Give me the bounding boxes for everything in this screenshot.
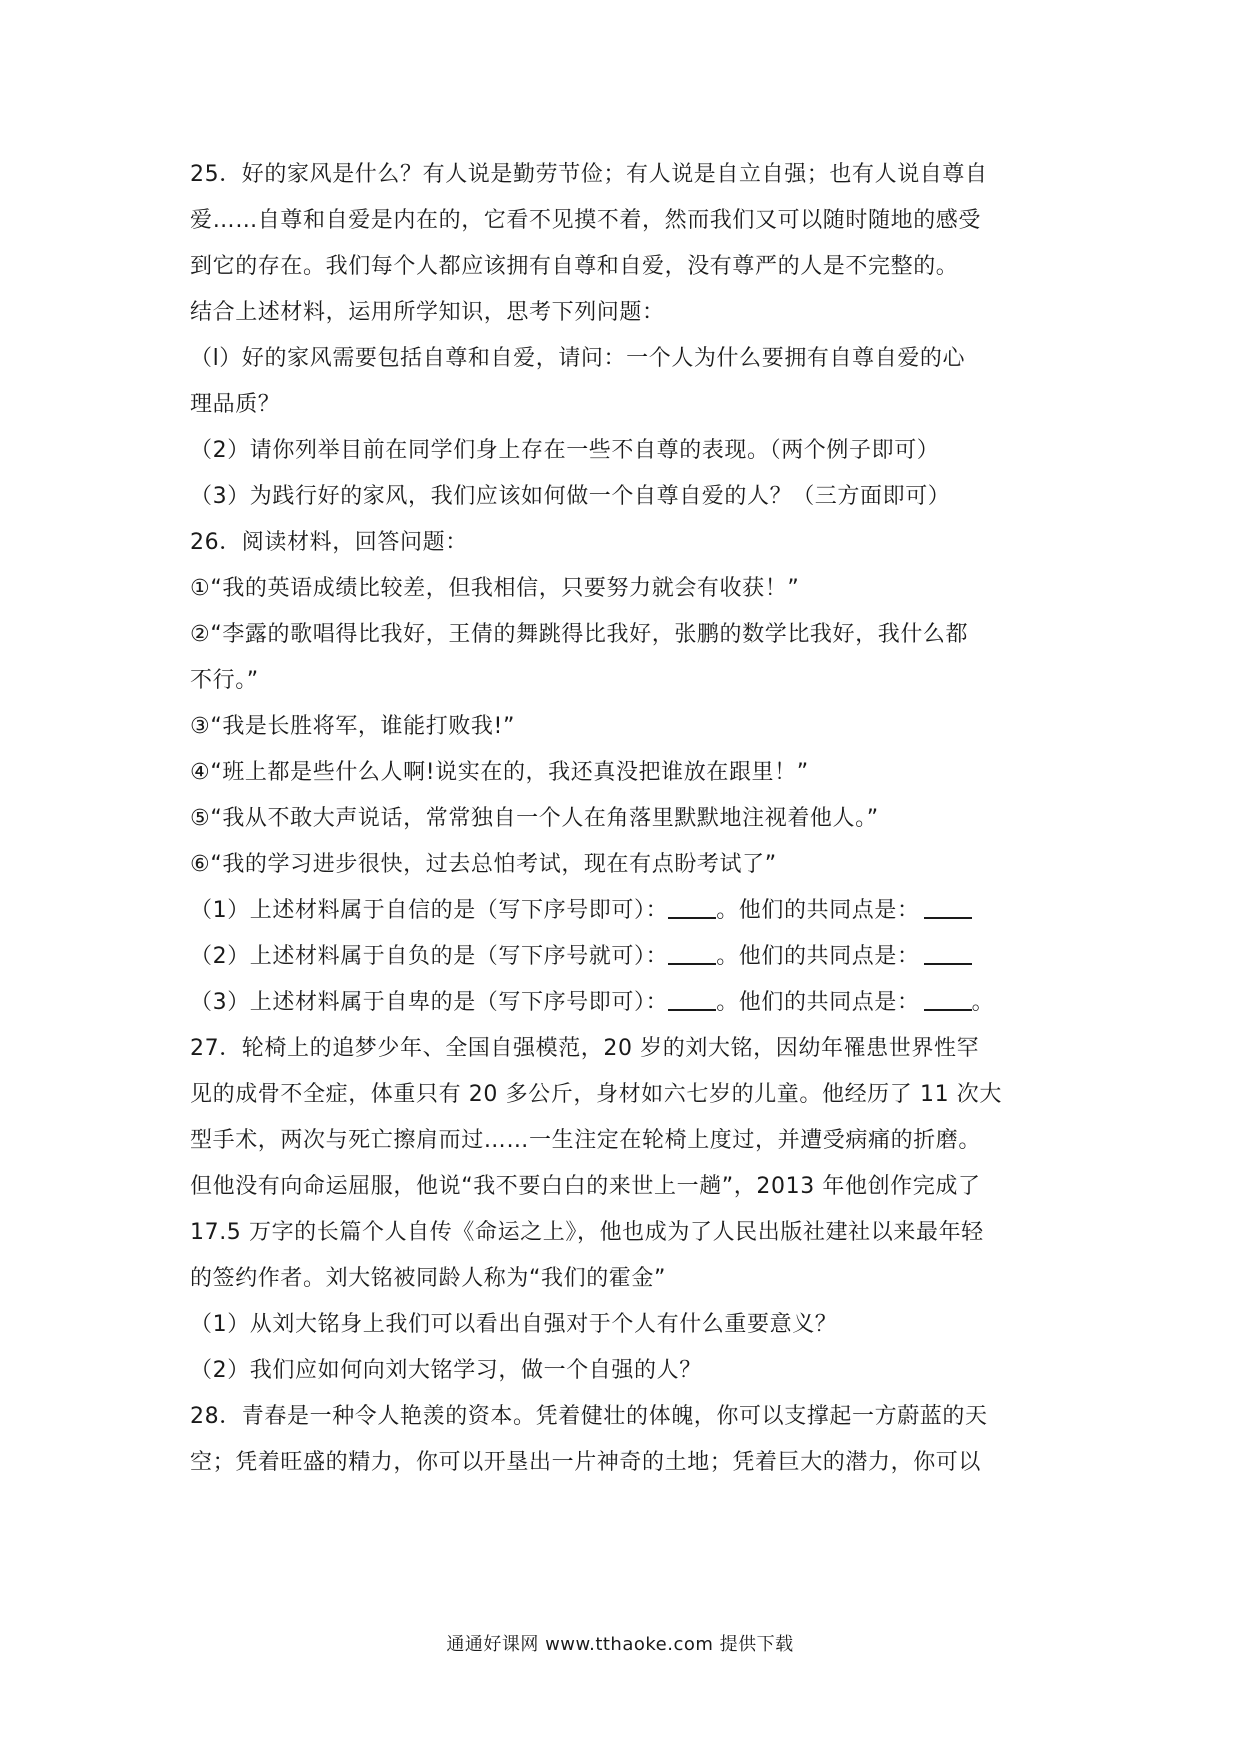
material-item-2: ②“李露的歌唱得比我好，王倩的舞跳得比我好，张鹏的数学比我好，我什么都	[190, 622, 969, 647]
question-25	[190, 152, 1070, 520]
answer-blank[interactable]	[668, 987, 716, 1011]
question-25-line: 爱……自尊和自爱是内在的，它看不见摸不着，然而我们又可以随时随地的感受	[190, 208, 982, 233]
question-25-line: 结合上述材料，运用所学知识，思考下列问题：	[190, 300, 665, 325]
question-28-line: 28．青春是一种令人艳羡的资本。凭着健壮的体魄，你可以支撑起一方蔚蓝的天	[190, 1404, 988, 1429]
document-body	[190, 152, 1070, 1486]
question-25-sub-1-cont: 理品质？	[190, 392, 281, 417]
question-25-sub-1: （l）好的家风需要包括自尊和自爱，请问：一个人为什么要拥有自尊自爱的心	[190, 346, 966, 371]
question-26-sub-3	[190, 980, 1070, 1026]
question-27-line: 17.5 万字的长篇个人自传《命运之上》，他也成为了人民出版社建社以来最年轻	[190, 1220, 984, 1245]
question-26-line: 26．阅读材料，回答问题：	[190, 530, 468, 555]
sub-question-text: （2）上述材料属于自负的是（写下序号就可）：	[190, 944, 669, 969]
question-27-line: 但他没有向命运屈服，他说“我不要白白的来世上一趟”，2013 年他创作完成了	[190, 1174, 981, 1199]
material-item-2-cont: 不行。”	[190, 668, 259, 693]
material-item-1: ①“我的英语成绩比较差，但我相信，只要努力就会有收获！”	[190, 576, 800, 601]
question-28	[190, 1394, 1070, 1486]
question-27-line: 型手术，两次与死亡擦肩而过……一生注定在轮椅上度过，并遭受病痛的折磨。	[190, 1128, 982, 1153]
answer-blank[interactable]	[668, 895, 716, 919]
answer-blank[interactable]	[924, 895, 972, 919]
material-item-6: ⑥“我的学习进步很快，过去总怕考试，现在有点盼考试了”	[190, 852, 777, 877]
question-25-line: 到它的存在。我们每个人都应该拥有自尊和自爱，没有尊严的人是不完整的。	[190, 254, 959, 279]
question-27-line: 27．轮椅上的追梦少年、全国自强模范，20 岁的刘大铭，因幼年罹患世界性罕	[190, 1036, 980, 1061]
sub-question-text: （1）上述材料属于自信的是（写下序号即可）：	[190, 898, 669, 923]
sub-question-text: 。他们的共同点是：	[716, 898, 920, 923]
question-27-line: 见的成骨不全症，体重只有 20 多公斤，身材如六七岁的儿童。他经历了 11 次大	[190, 1082, 1002, 1107]
sub-question-text: （3）上述材料属于自卑的是（写下序号即可）：	[190, 990, 669, 1015]
question-25-line: 25．好的家风是什么？有人说是勤劳节俭；有人说是自立自强；也有人说自尊自	[190, 162, 988, 187]
question-27-sub-1: （1）从刘大铭身上我们可以看出自强对于个人有什么重要意义？	[190, 1312, 838, 1337]
page-footer: 通通好课网 www.tthaoke.com 提供下载	[446, 1634, 794, 1655]
sub-question-text: 。他们的共同点是：	[716, 944, 920, 969]
question-28-line: 空；凭着旺盛的精力，你可以开垦出一片神奇的土地；凭着巨大的潜力，你可以	[190, 1450, 982, 1475]
question-27	[190, 1026, 1070, 1394]
material-item-4: ④“班上都是些什么人啊!说实在的，我还真没把谁放在跟里！”	[190, 760, 809, 785]
question-27-sub-2: （2）我们应如何向刘大铭学习，做一个自强的人？	[190, 1358, 702, 1383]
question-26	[190, 520, 1070, 1026]
answer-blank[interactable]	[924, 987, 972, 1011]
answer-blank[interactable]	[924, 941, 972, 965]
question-25-sub-2: （2）请你列举目前在同学们身上存在一些不自尊的表现。（两个例子即可）	[190, 438, 940, 463]
sub-question-end: 。	[971, 990, 995, 1015]
question-25-sub-3: （3）为践行好的家风，我们应该如何做一个自尊自爱的人？（三方面即可）	[190, 484, 951, 509]
question-26-sub-2	[190, 934, 1070, 980]
material-item-5: ⑤“我从不敢大声说话，常常独自一个人在角落里默默地注视着他人。”	[190, 806, 879, 831]
material-item-3: ③“我是长胜将军，谁能打败我!”	[190, 714, 515, 739]
question-27-line: 的签约作者。刘大铭被同龄人称为“我们的霍金”	[190, 1266, 666, 1291]
question-26-sub-1	[190, 888, 1070, 934]
sub-question-text: 。他们的共同点是：	[716, 990, 920, 1015]
answer-blank[interactable]	[668, 941, 716, 965]
